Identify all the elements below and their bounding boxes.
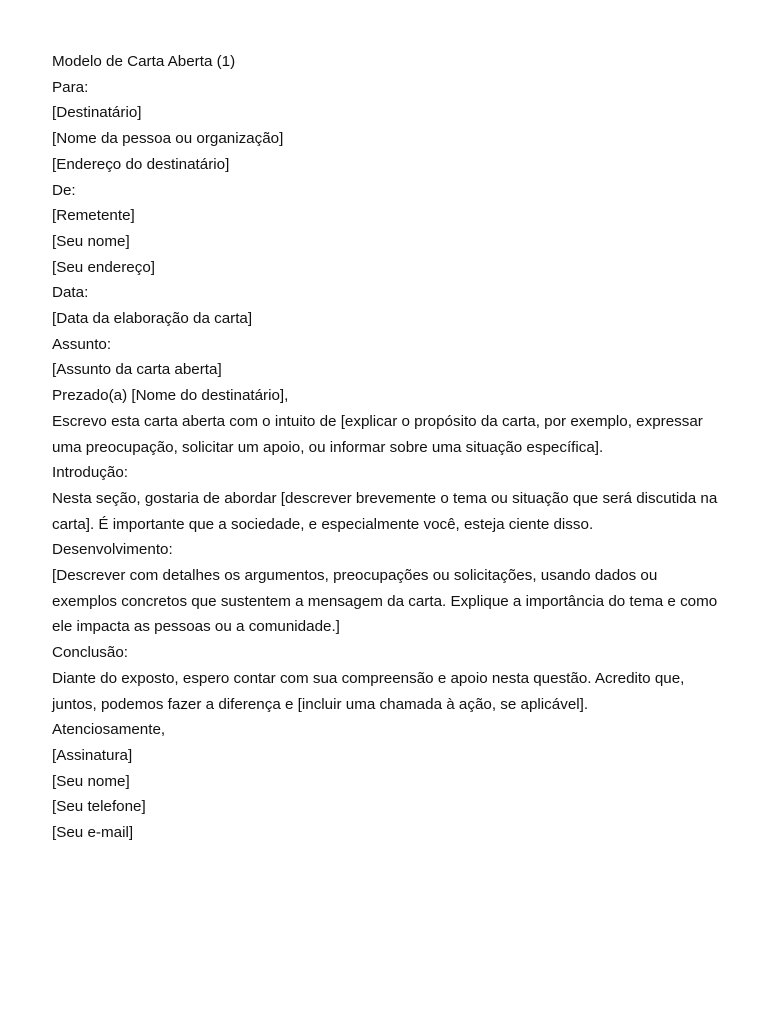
to-label: Para: <box>52 78 89 96</box>
development-heading: Desenvolvimento: <box>52 541 173 559</box>
intro-heading: Introdução: <box>52 464 128 482</box>
subject-value: [Assunto da carta aberta] <box>52 361 222 379</box>
document-title: Modelo de Carta Aberta (1) <box>52 53 236 70</box>
to-address: [Endereço do destinatário] <box>52 155 230 173</box>
greeting: Prezado(a) [Nome do destinatário], <box>52 387 289 405</box>
date-label: Data: <box>52 284 89 302</box>
date-value: [Data da elaboração da carta] <box>52 310 253 328</box>
subject-label: Assunto: <box>52 335 112 353</box>
signature-name: [Seu nome] <box>52 772 130 790</box>
closing: Atenciosamente, <box>52 721 166 739</box>
to-name: [Nome da pessoa ou organização] <box>52 130 284 148</box>
letter-document <box>52 49 722 846</box>
from-header: [Remetente] <box>52 207 135 225</box>
conclusion-paragraph: Diante do exposto, espero contar com sua compreensão e apoio nesta questão. Acredito que, juntos, podemos fazer a diferença e [incluir uma chamada à ação, se aplicável]. <box>52 669 685 713</box>
intro-paragraph: Nesta seção, gostaria de abordar [descrever brevemente o tema ou situação que será discutida na carta]. É importante que a sociedade, e especialmente você, esteja ciente disso. <box>52 489 718 533</box>
opening-paragraph: Escrevo esta carta aberta com o intuito de [explicar o propósito da carta, por exemplo, expressar uma preocupação, solicitar um apoio, ou informar sobre uma situação específica]. <box>52 412 703 456</box>
conclusion-heading: Conclusão: <box>52 644 128 662</box>
from-name: [Seu nome] <box>52 232 130 250</box>
signature-email: [Seu e-mail] <box>52 824 134 842</box>
signature-phone: [Seu telefone] <box>52 798 146 816</box>
to-header: [Destinatário] <box>52 104 142 122</box>
from-address: [Seu endereço] <box>52 258 156 276</box>
signature: [Assinatura] <box>52 746 133 764</box>
development-paragraph: [Descrever com detalhes os argumentos, preocupações ou solicitações, usando dados ou exemplos concretos que sustentem a mensagem da carta. Explique a importância do tema e como ele impacta as pessoas ou a comunidade.] <box>52 567 718 636</box>
from-label: De: <box>52 181 76 199</box>
